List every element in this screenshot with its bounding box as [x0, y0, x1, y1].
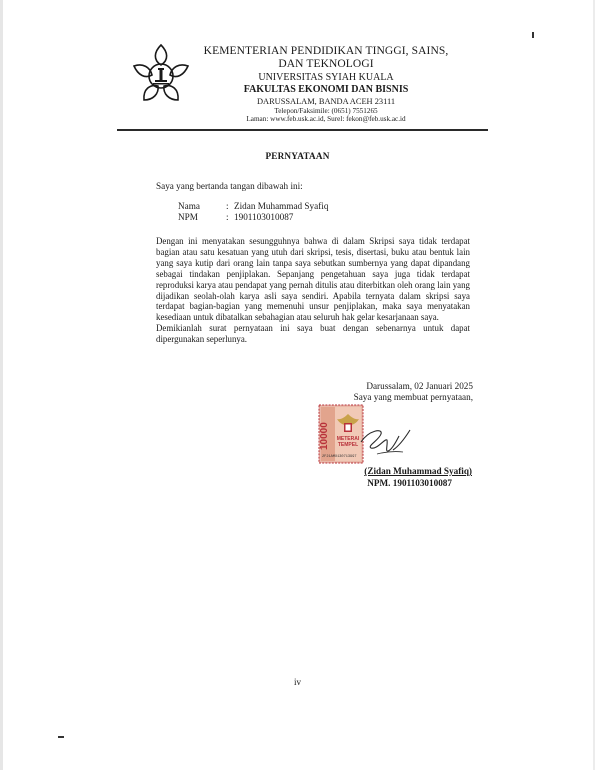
closing-paragraph: Demikianlah surat pernyataan ini saya buat dengan sebenarnya untuk dapat dipergunakan seperlunya. — [156, 323, 470, 345]
ministry-name: KEMENTERIAN PENDIDIKAN TINGGI, SAINS, — [203, 45, 449, 57]
signer-name: (Zidan Muhammad Syafiq) — [364, 466, 472, 476]
university-crest-icon — [128, 42, 194, 108]
ministry-name-line2: DAN TEKNOLOGI — [278, 58, 374, 71]
letterhead — [196, 45, 456, 124]
faculty-address: DARUSSALAM, BANDA ACEH 23111 — [256, 97, 396, 107]
handwritten-signature — [357, 424, 413, 460]
field-label: NPM — [178, 212, 198, 222]
signature-header — [270, 381, 473, 403]
letterhead-divider — [117, 129, 488, 131]
field-value: 1901103010087 — [234, 212, 294, 222]
signer-npm: NPM. 1901103010087 — [367, 478, 452, 488]
intro-text: Saya yang bertanda tangan dibawah ini: — [156, 181, 303, 191]
statement-body — [156, 236, 470, 345]
faculty-phone: Telepon/Faksimile: (0651) 7551265 — [274, 107, 378, 116]
maker-label: Saya yang membuat pernyataan, — [353, 392, 473, 402]
field-label: Nama — [178, 201, 200, 211]
field-separator: : — [226, 212, 229, 222]
identity-table — [178, 201, 328, 223]
faculty-website: Laman: www.feb.usk.ac.id, Surel: fekon@feb.usk.ac.id — [246, 115, 406, 124]
stamp-amount: 10000 — [319, 422, 330, 450]
field-value: Zidan Muhammad Syafiq — [234, 201, 329, 211]
page-number: iv — [293, 677, 301, 687]
document-title: PERNYATAAN — [265, 151, 330, 161]
university-name: UNIVERSITAS SYIAH KUALA — [258, 72, 394, 84]
identity-row-npm — [178, 212, 328, 223]
scan-mark — [532, 32, 534, 38]
statement-paragraph: Dengan ini menyatakan sesungguhnya bahwa di dalam Skripsi saya tidak terdapat bagian atau satu kesatuan yang utuh dari skripsi, tesis, disertasi, buku atau bentuk lain yang saya kutip dari orang lain tanpa saya sebutkan sumbernya yang dapat dipandang sebagai tindakan penjiplakan. Sepanjang pengetahuan saya juga tidak terdapat reproduksi karya atau pendapat yang pernah ditulis atau diterbitkan oleh orang lain yang dijadikan seolah-olah karya asli saya sendiri. Apabila ternyata dalam skripsi saya terdapat bagian-bagian yang memenuhi unsur penjiplakan, maka saya menyatakan kesediaan untuk dibatalkan sebahagian atau seluruh hak gelar kesarjanaan saya. — [156, 236, 470, 323]
stamp-text-line1: METERAI — [336, 436, 360, 442]
scan-edge-left — [0, 0, 3, 770]
faculty-name: FAKULTAS EKONOMI DAN BISNIS — [243, 83, 409, 95]
stamp-serial: 2F21AMX130713997 — [322, 455, 357, 459]
place-date: Darussalam, 02 Januari 2025 — [366, 381, 473, 391]
scan-mark — [58, 736, 64, 738]
stamp-text-line2: TEMPEL — [337, 442, 359, 448]
identity-row-name — [178, 201, 328, 212]
field-separator: : — [226, 201, 229, 211]
